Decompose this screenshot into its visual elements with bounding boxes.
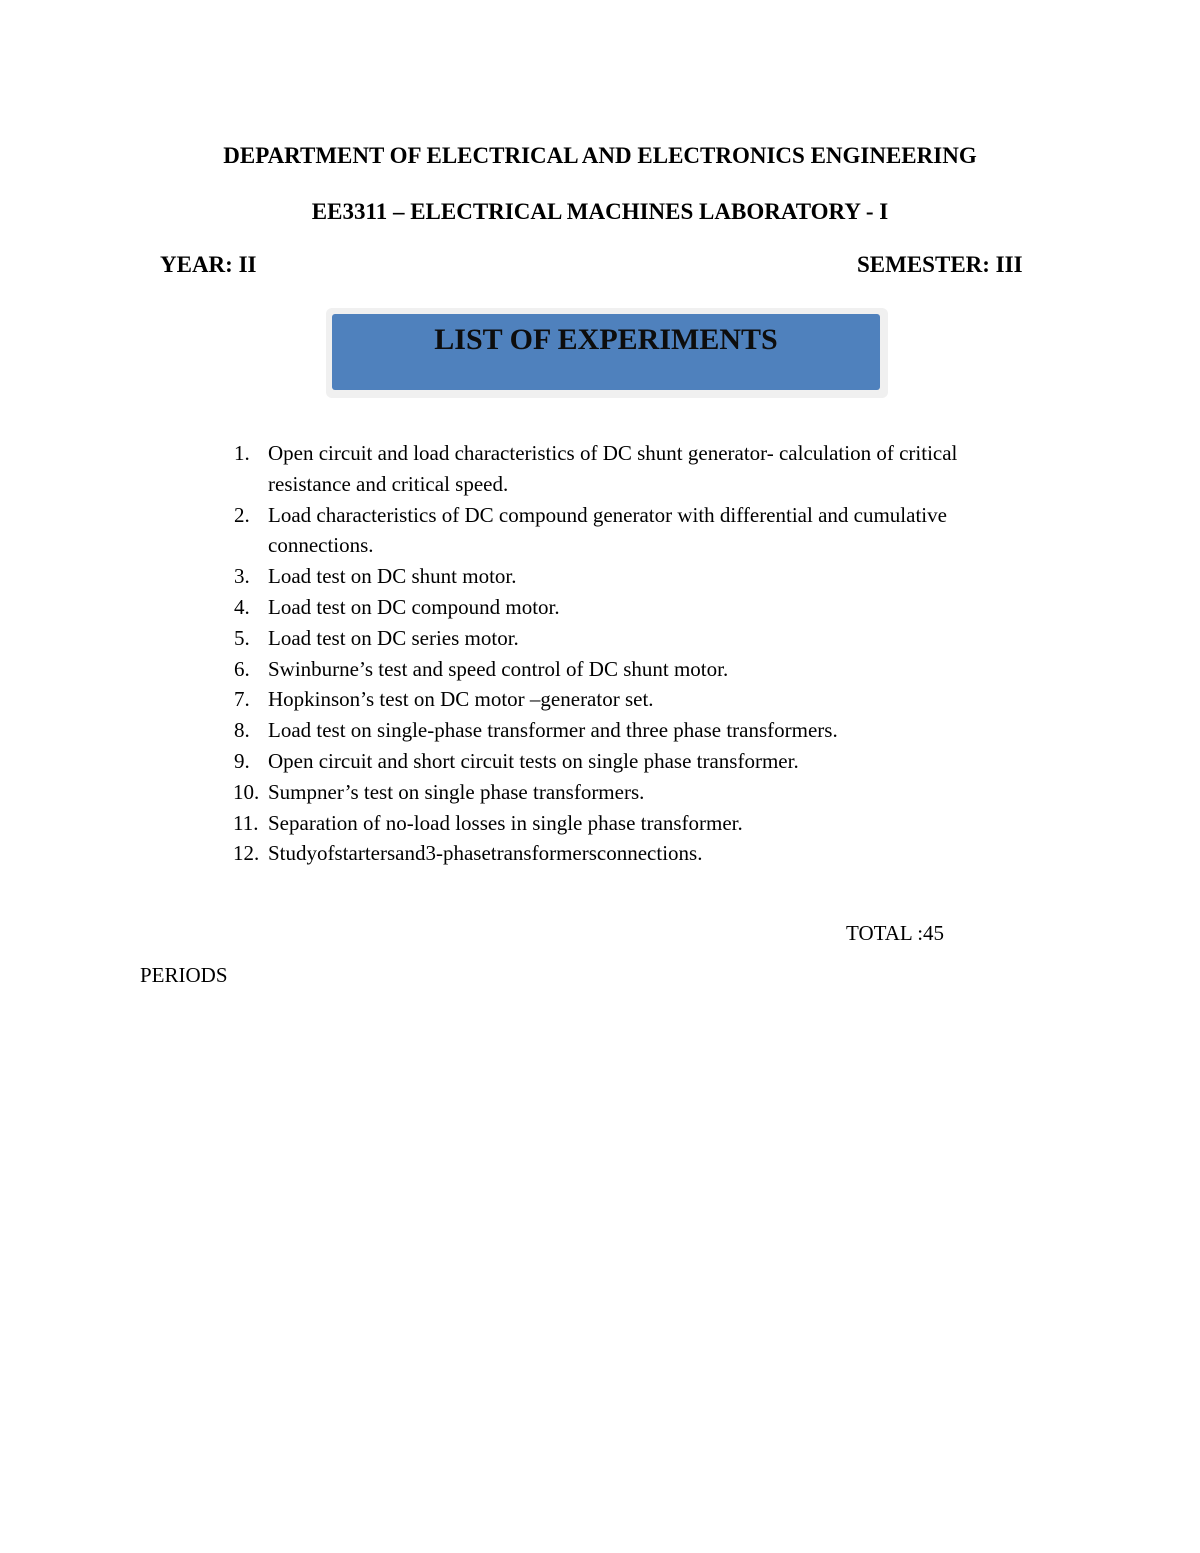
experiments-banner (332, 314, 880, 390)
list-item-number: 8. (234, 718, 250, 743)
list-item-number: 1. (234, 441, 250, 465)
list-item (230, 838, 990, 869)
list-item-text: Load test on DC compound motor. (268, 594, 560, 619)
list-item (230, 592, 990, 623)
list-item-text: Separation of no-load losses in single phase transformer. (268, 810, 743, 835)
list-item-text: Studyofstartersand3-phasetransformersconnections. (268, 841, 703, 866)
list-item (230, 438, 990, 500)
list-item-text: Load test on single-phase transformer and three phase transformers. (268, 718, 838, 743)
list-item-text: Load test on DC shunt motor. (268, 564, 517, 589)
list-item-number: 4. (234, 594, 250, 619)
list-item (230, 561, 990, 592)
experiments-title: LIST OF EXPERIMENTS (434, 323, 778, 356)
list-item (230, 500, 990, 562)
list-item-text: Load test on DC series motor. (268, 625, 519, 650)
list-item-number: 5. (234, 625, 250, 650)
list-item-number: 10. (233, 779, 260, 804)
list-item-number: 3. (234, 564, 250, 589)
list-item (230, 746, 990, 777)
department-heading: DEPARTMENT OF ELECTRICAL AND ELECTRONICS ENGINEERING (223, 143, 977, 168)
experiment-list (230, 438, 990, 869)
list-item-number: 7. (234, 687, 250, 712)
list-item-text: Load characteristics of DC compound generator with differential and cumulative connections. (268, 502, 947, 558)
list-item-text: Hopkinson’s test on DC motor –generator set. (268, 687, 654, 712)
list-item (230, 623, 990, 654)
year-label: YEAR: II (160, 252, 257, 277)
list-item (230, 684, 990, 715)
list-item-text: Sumpner’s test on single phase transformers. (268, 779, 645, 804)
list-item (230, 715, 990, 746)
list-item-text: Swinburne’s test and speed control of DC shunt motor. (268, 656, 729, 681)
list-item-number: 9. (234, 748, 250, 773)
list-item-number: 6. (234, 656, 250, 681)
list-item (230, 654, 990, 685)
list-item-number: 2. (234, 502, 250, 527)
list-item-text: Open circuit and short circuit tests on single phase transformer. (268, 748, 799, 773)
list-item (230, 808, 990, 839)
course-heading: EE3311 – ELECTRICAL MACHINES LABORATORY - I (311, 199, 889, 224)
periods-label: PERIODS (140, 963, 228, 987)
list-item-text: Open circuit and load characteristics of DC shunt generator- calculation of critical resistance and critical speed. (268, 441, 958, 496)
total-label: TOTAL :45 (846, 921, 945, 945)
semester-label: SEMESTER: III (857, 252, 1023, 277)
list-item-number: 11. (233, 810, 259, 835)
experiments-banner-frame (326, 308, 888, 398)
list-item-number: 12. (233, 841, 260, 866)
list-item (230, 777, 990, 808)
